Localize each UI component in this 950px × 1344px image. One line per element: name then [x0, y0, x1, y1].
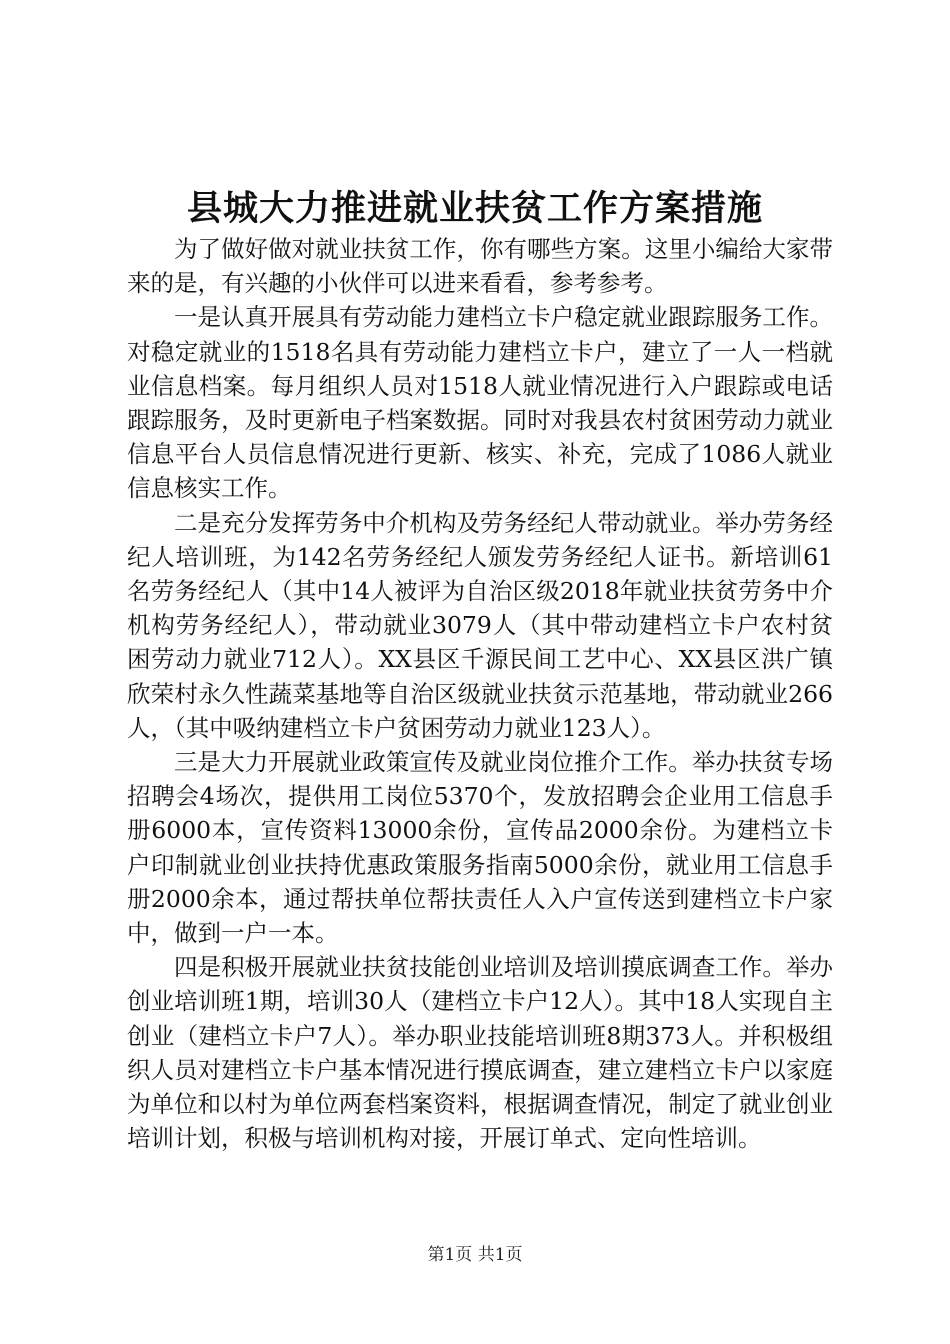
document-body: [127, 232, 833, 1155]
paragraph-3: 三是大力开展就业政策宣传及就业岗位推介工作。举办扶贫专场招聘会4场次，提供用工岗位5370个，发放招聘会企业用工信息手册6000本，宣传资料13000余份，宣传品2000余份。为建档立卡户印制就业创业扶持优惠政策服务指南5000余份，就业用工信息手册2000余本，通过帮扶单位帮扶责任人入户宣传送到建档立卡户家中，做到一户一本。: [127, 748, 833, 948]
document-title: 县城大力推进就业扶贫工作方案措施: [186, 188, 763, 229]
page-number-footer: 第1页 共1页: [427, 1245, 523, 1265]
paragraph-2: 二是充分发挥劳务中介机构及劳务经纪人带动就业。举办劳务经纪人培训班，为142名劳务经纪人颁发劳务经纪人证书。新培训61名劳务经纪人（其中14人被评为自治区级2018年就业扶贫劳务中介机构劳务经纪人），带动就业3079人（其中带动建档立卡户农村贫困劳动力就业712人）。XX县区千源民间工艺中心、XX县区洪广镇欣荣村永久性蔬菜基地等自治区级就业扶贫示范基地，带动就业266人，（其中吸纳建档立卡户贫困劳动力就业123人）。: [127, 508, 833, 742]
paragraph-4: 四是积极开展就业扶贫技能创业培训及培训摸底调查工作。举办创业培训班1期，培训30人（建档立卡户12人）。其中18人实现自主创业（建档立卡户7人）。举办职业技能培训班8期373人。并积极组织人员对建档立卡户基本情况进行摸底调查，建立建档立卡户以家庭为单位和以村为单位两套档案资料，根据调查情况，制定了就业创业培训计划，积极与培训机构对接，开展订单式、定向性培训。: [127, 953, 833, 1153]
paragraph-intro: 为了做好做对就业扶贫工作，你有哪些方案。这里小编给大家带来的是，有兴趣的小伙伴可以进来看看，参考参考。: [127, 235, 833, 298]
paragraph-1: 一是认真开展具有劳动能力建档立卡户稳定就业跟踪服务工作。对稳定就业的1518名具有劳动能力建档立卡户，建立了一人一档就业信息档案。每月组织人员对1518人就业情况进行入户跟踪或电话跟踪服务，及时更新电子档案数据。同时对我县农村贫困劳动力就业信息平台人员信息情况进行更新、核实、补充，完成了1086人就业信息核实工作。: [127, 303, 833, 503]
